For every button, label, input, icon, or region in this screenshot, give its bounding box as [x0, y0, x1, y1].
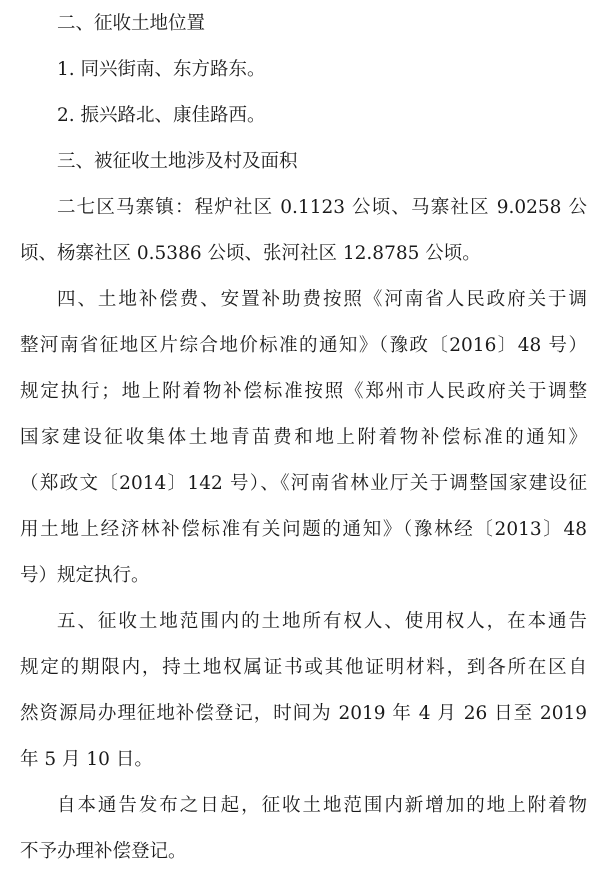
paragraph-line: 规定的期限内，持土地权属证书或其他证明材料，到各所在区自: [20, 657, 587, 678]
paragraph-line: 然资源局办理征地补偿登记，时间为 2019 年 4 月 26 日至 2019: [20, 703, 587, 724]
paragraph-line: 顷、杨寨社区 0.5386 公顷、张河社区 12.8785 公顷。: [20, 243, 481, 264]
paragraph-line: 用土地上经济林补偿标准有关问题的通知》（豫林经〔2013〕48: [20, 519, 587, 540]
paragraph-line: 五、征收土地范围内的土地所有权人、使用权人，在本通告: [57, 611, 587, 632]
paragraph-line: 二七区马寨镇：程炉社区 0.1123 公顷、马寨社区 9.0258 公: [57, 197, 587, 218]
section-heading-location: 二、征收土地位置: [57, 13, 206, 34]
paragraph-line: 整河南省征地区片综合地价标准的通知》（豫政〔2016〕48 号）: [20, 335, 587, 356]
paragraph-line: 四、土地补偿费、安置补助费按照《河南省人民政府关于调: [57, 289, 587, 310]
paragraph-line: 国家建设征收集体土地青苗费和地上附着物补偿标准的通知》: [20, 427, 587, 448]
location-item-1: 1. 同兴街南、东方路东。: [57, 59, 266, 80]
section-heading-villages: 三、被征收土地涉及村及面积: [57, 151, 298, 172]
paragraph-line: 规定执行；地上附着物补偿标准按照《郑州市人民政府关于调整: [20, 381, 587, 402]
paragraph-line: （郑政文〔2014〕142 号）、《河南省林业厅关于调整国家建设征: [20, 473, 587, 494]
location-item-2: 2. 振兴路北、康佳路西。: [57, 105, 266, 126]
paragraph-line: 号）规定执行。: [20, 565, 150, 586]
paragraph-line: 年 5 月 10 日。: [20, 749, 153, 770]
paragraph-line: 自本通告发布之日起，征收土地范围内新增加的地上附着物: [57, 795, 587, 816]
paragraph-line: 不予办理补偿登记。: [20, 841, 187, 862]
